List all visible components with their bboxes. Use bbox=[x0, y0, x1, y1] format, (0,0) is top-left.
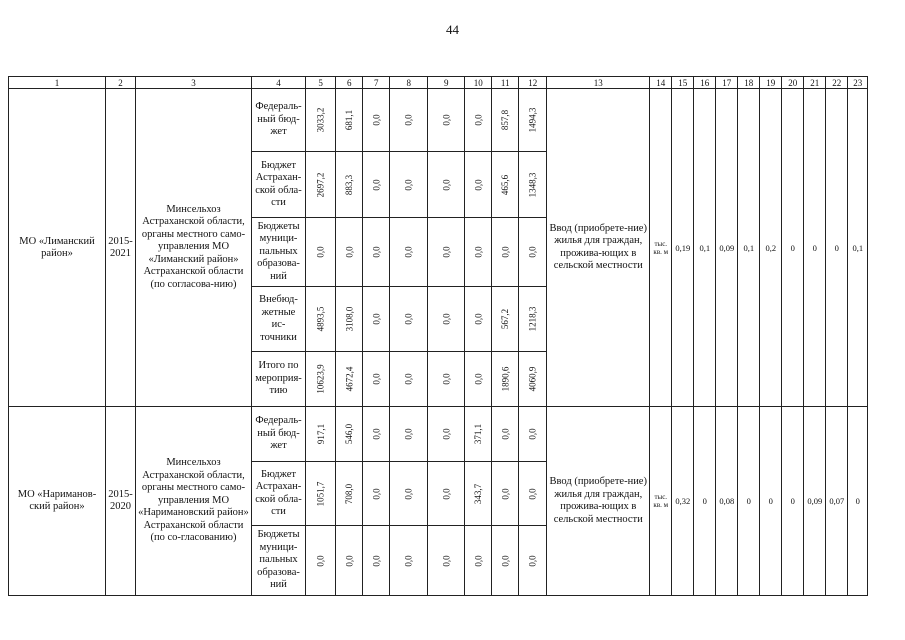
indicator-value-cell: 0,07 bbox=[826, 407, 848, 596]
value-cell: 0,0 bbox=[465, 352, 492, 407]
header-cell: 9 bbox=[428, 77, 465, 89]
value-cell: 3108,0 bbox=[336, 287, 363, 352]
value-cell: 0,0 bbox=[519, 462, 547, 526]
value-cell: 0,0 bbox=[363, 407, 390, 462]
value-cell: 0,0 bbox=[390, 526, 428, 596]
funding-source-cell: Внебюд-жетные ис-точники bbox=[252, 287, 306, 352]
value-cell: 1494,3 bbox=[519, 89, 547, 152]
value-cell: 0,0 bbox=[336, 218, 363, 287]
value-cell: 0,0 bbox=[363, 89, 390, 152]
value-cell: 343,7 bbox=[465, 462, 492, 526]
indicator-value-cell: 0,09 bbox=[716, 89, 738, 407]
value-cell: 10623,9 bbox=[306, 352, 336, 407]
value-cell: 1051,7 bbox=[306, 462, 336, 526]
indicator-cell: Ввод (приобрете-ние) жилья для граждан, прожива-ющих в сельской местности bbox=[547, 407, 650, 596]
indicator-value-cell: 0 bbox=[782, 89, 804, 407]
value-cell: 0,0 bbox=[363, 218, 390, 287]
value-cell: 0,0 bbox=[519, 218, 547, 287]
value-cell: 917,1 bbox=[306, 407, 336, 462]
indicator-value-cell: 0,2 bbox=[760, 89, 782, 407]
header-cell: 11 bbox=[492, 77, 519, 89]
value-cell: 4672,4 bbox=[336, 352, 363, 407]
indicator-value-cell: 0 bbox=[694, 407, 716, 596]
value-cell: 567,2 bbox=[492, 287, 519, 352]
value-cell: 0,0 bbox=[336, 526, 363, 596]
header-cell: 1 bbox=[9, 77, 106, 89]
value-cell: 0,0 bbox=[519, 407, 547, 462]
value-cell: 708,0 bbox=[336, 462, 363, 526]
unit-cell: тыс. кв. м bbox=[650, 407, 672, 596]
header-cell: 6 bbox=[336, 77, 363, 89]
header-cell: 7 bbox=[363, 77, 390, 89]
funding-source-cell: Итого по мероприя-тию bbox=[252, 352, 306, 407]
value-cell: 0,0 bbox=[465, 89, 492, 152]
table-row bbox=[9, 89, 868, 152]
value-cell: 0,0 bbox=[428, 218, 465, 287]
indicator-value-cell: 0,08 bbox=[716, 407, 738, 596]
value-cell: 0,0 bbox=[363, 526, 390, 596]
value-cell: 0,0 bbox=[306, 526, 336, 596]
header-cell: 8 bbox=[390, 77, 428, 89]
header-cell: 10 bbox=[465, 77, 492, 89]
value-cell: 546,0 bbox=[336, 407, 363, 462]
value-cell: 0,0 bbox=[428, 287, 465, 352]
value-cell: 0,0 bbox=[428, 526, 465, 596]
municipality-cell: МО «Лиманский район» bbox=[9, 89, 106, 407]
value-cell: 0,0 bbox=[492, 462, 519, 526]
value-cell: 465,6 bbox=[492, 152, 519, 218]
header-cell: 12 bbox=[519, 77, 547, 89]
value-cell: 0,0 bbox=[519, 526, 547, 596]
value-cell: 0,0 bbox=[465, 218, 492, 287]
indicator-cell: Ввод (приобрете-ние) жилья для граждан, прожива-ющих в сельской местности bbox=[547, 89, 650, 407]
executor-cell: Минсельхоз Астраханской области, органы местного само-управления МО «Наримановский район» Астраханской области (по со-гласованию) bbox=[136, 407, 252, 596]
years-cell: 2015-2020 bbox=[106, 407, 136, 596]
value-cell: 0,0 bbox=[428, 352, 465, 407]
value-cell: 0,0 bbox=[428, 89, 465, 152]
value-cell: 0,0 bbox=[363, 287, 390, 352]
value-cell: 0,0 bbox=[465, 526, 492, 596]
value-cell: 2697,2 bbox=[306, 152, 336, 218]
header-cell: 22 bbox=[826, 77, 848, 89]
value-cell: 0,0 bbox=[428, 462, 465, 526]
value-cell: 0,0 bbox=[465, 287, 492, 352]
value-cell: 0,0 bbox=[390, 89, 428, 152]
header-cell: 23 bbox=[848, 77, 868, 89]
executor-cell: Минсельхоз Астраханской области, органы местного само-управления МО «Лиманский район» Астраханской области (по согласова-нию) bbox=[136, 89, 252, 407]
value-cell: 0,0 bbox=[390, 287, 428, 352]
funding-source-cell: Бюджет Астрахан-ской обла-сти bbox=[252, 152, 306, 218]
header-cell: 17 bbox=[716, 77, 738, 89]
header-cell: 2 bbox=[106, 77, 136, 89]
value-cell: 0,0 bbox=[492, 526, 519, 596]
value-cell: 4060,9 bbox=[519, 352, 547, 407]
value-cell: 0,0 bbox=[492, 407, 519, 462]
value-cell: 0,0 bbox=[390, 407, 428, 462]
header-cell: 16 bbox=[694, 77, 716, 89]
indicator-value-cell: 0,32 bbox=[672, 407, 694, 596]
value-cell: 0,0 bbox=[363, 352, 390, 407]
funding-source-cell: Бюджеты муници-пальных образова-ний bbox=[252, 526, 306, 596]
value-cell: 1890,6 bbox=[492, 352, 519, 407]
header-cell: 3 bbox=[136, 77, 252, 89]
funding-source-cell: Федераль-ный бюд-жет bbox=[252, 407, 306, 462]
value-cell: 0,0 bbox=[306, 218, 336, 287]
page-number: 44 bbox=[446, 22, 459, 37]
indicator-value-cell: 0 bbox=[848, 407, 868, 596]
indicator-value-cell: 0 bbox=[738, 407, 760, 596]
indicator-value-cell: 0,1 bbox=[738, 89, 760, 407]
years-cell: 2015-2021 bbox=[106, 89, 136, 407]
indicator-value-cell: 0,1 bbox=[694, 89, 716, 407]
header-cell: 18 bbox=[738, 77, 760, 89]
funding-source-cell: Федераль-ный бюд-жет bbox=[252, 89, 306, 152]
value-cell: 371,1 bbox=[465, 407, 492, 462]
value-cell: 681,1 bbox=[336, 89, 363, 152]
value-cell: 0,0 bbox=[363, 152, 390, 218]
value-cell: 0,0 bbox=[492, 218, 519, 287]
value-cell: 857,8 bbox=[492, 89, 519, 152]
header-cell: 14 bbox=[650, 77, 672, 89]
indicator-value-cell: 0,09 bbox=[804, 407, 826, 596]
value-cell: 0,0 bbox=[428, 407, 465, 462]
header-cell: 5 bbox=[306, 77, 336, 89]
value-cell: 883,3 bbox=[336, 152, 363, 218]
municipality-cell: МО «Нариманов-ский район» bbox=[9, 407, 106, 596]
indicator-value-cell: 0 bbox=[826, 89, 848, 407]
indicator-value-cell: 0,19 bbox=[672, 89, 694, 407]
value-cell: 4893,5 bbox=[306, 287, 336, 352]
value-cell: 1218,3 bbox=[519, 287, 547, 352]
header-cell: 13 bbox=[547, 77, 650, 89]
value-cell: 0,0 bbox=[428, 152, 465, 218]
table-row bbox=[9, 407, 868, 462]
value-cell: 1348,3 bbox=[519, 152, 547, 218]
unit-cell: тыс. кв. м bbox=[650, 89, 672, 407]
header-cell: 20 bbox=[782, 77, 804, 89]
indicator-value-cell: 0 bbox=[804, 89, 826, 407]
indicator-value-cell: 0,1 bbox=[848, 89, 868, 407]
indicator-value-cell: 0 bbox=[760, 407, 782, 596]
header-cell: 21 bbox=[804, 77, 826, 89]
funding-source-cell: Бюджет Астрахан-ской обла-сти bbox=[252, 462, 306, 526]
indicator-value-cell: 0 bbox=[782, 407, 804, 596]
value-cell: 0,0 bbox=[390, 462, 428, 526]
value-cell: 0,0 bbox=[390, 152, 428, 218]
value-cell: 0,0 bbox=[390, 218, 428, 287]
value-cell: 0,0 bbox=[363, 462, 390, 526]
value-cell: 0,0 bbox=[390, 352, 428, 407]
value-cell: 3033,2 bbox=[306, 89, 336, 152]
header-row bbox=[9, 77, 868, 89]
header-cell: 15 bbox=[672, 77, 694, 89]
program-table bbox=[8, 76, 868, 596]
header-cell: 4 bbox=[252, 77, 306, 89]
funding-source-cell: Бюджеты муници-пальных образова-ний bbox=[252, 218, 306, 287]
header-cell: 19 bbox=[760, 77, 782, 89]
value-cell: 0,0 bbox=[465, 152, 492, 218]
